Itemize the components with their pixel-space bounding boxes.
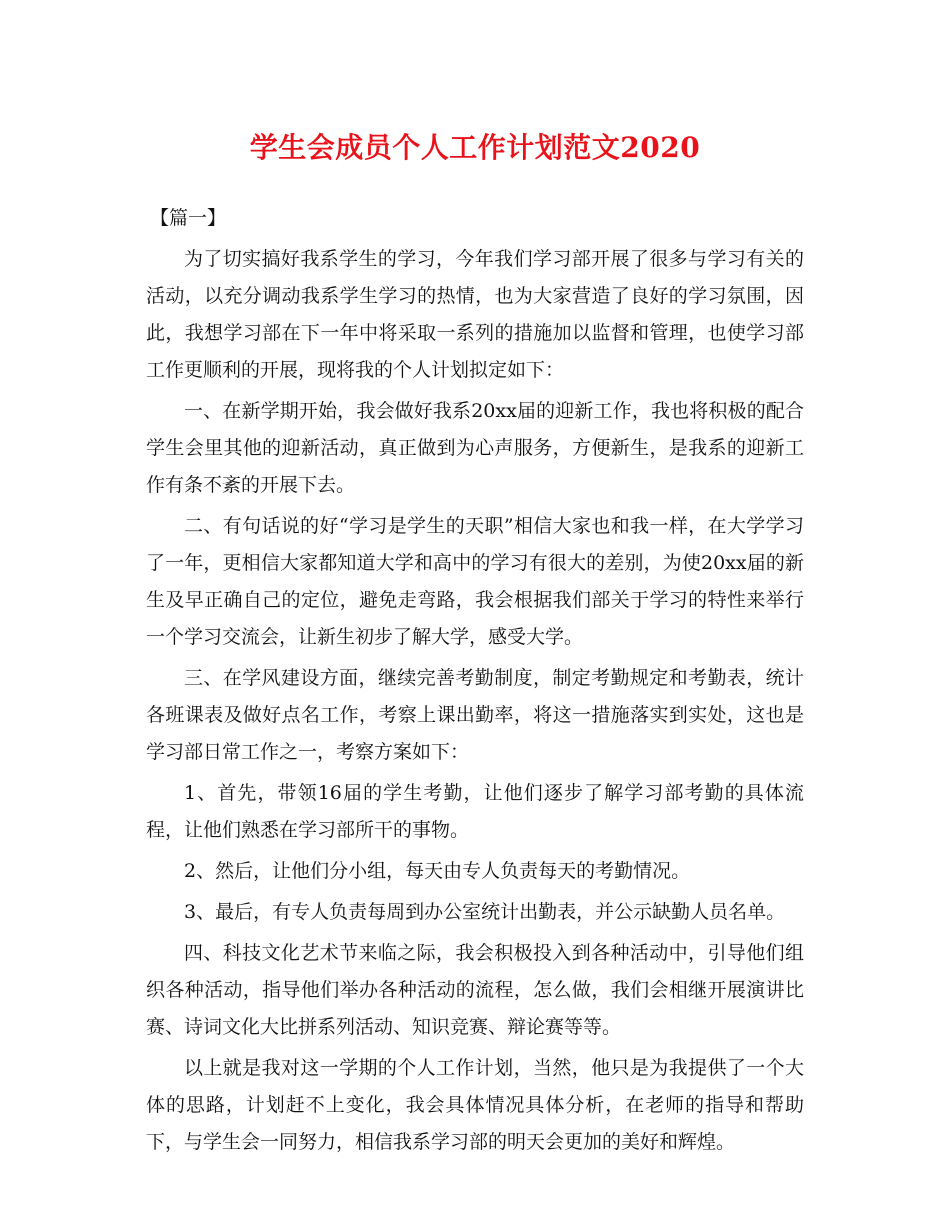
paragraph-point-2: 二、有句话说的好“学习是学生的天职”相信大家也和我一样，在大学学习了一年，更相信大家都知道大学和高中的学习有很大的差别，为使20xx届的新生及早正确自己的定位，避免走弯路，我会根据我们部关于学习的特性来举行一个学习交流会，让新生初步了解大学，感受大学。 <box>146 515 804 648</box>
paragraph-intro: 为了切实搞好我系学生的学习，今年我们学习部开展了很多与学习有关的活动，以充分调动我系学生学习的热情，也为大家营造了良好的学习氛围，因此，我想学习部在下一年中将采取一系列的措施加以监督和管理，也使学习部工作更顺利的开展，现将我的个人计划拟定如下： <box>146 248 804 381</box>
paragraph-step-1: 1、首先，带领16届的学生考勤，让他们逐步了解学习部考勤的具体流程，让他们熟悉在学习部所干的事物。 <box>146 782 804 841</box>
paragraph-point-4: 四、科技文化艺术节来临之际，我会积极投入到各种活动中，引导他们组织各种活动，指导他们举办各种活动的流程，怎么做，我们会相继开展演讲比赛、诗词文化大比拼系列活动、知识竞赛、辩论赛等等。 <box>146 942 804 1038</box>
document-title: 学生会成员个人工作计划范文2020 <box>249 131 701 164</box>
paragraph-point-1: 一、在新学期开始，我会做好我系20xx届的迎新工作，我也将积极的配合学生会里其他的迎新活动，真正做到为心声服务，方便新生，是我系的迎新工作有条不紊的开展下去。 <box>146 400 804 496</box>
paragraph-conclusion: 以上就是我对这一学期的个人工作计划，当然，他只是为我提供了一个大体的思路，计划赶不上变化，我会具体情况具体分析，在老师的指导和帮助下，与学生会一同努力，相信我系学习部的明天会更加的美好和辉煌。 <box>146 1057 804 1153</box>
paragraph-step-2: 2、然后，让他们分小组，每天由专人负责每天的考勤情况。 <box>184 860 691 882</box>
paragraph-step-3: 3、最后，有专人负责每周到办公室统计出勤表，并公示缺勤人员名单。 <box>184 901 786 923</box>
paragraph-point-3: 三、在学风建设方面，继续完善考勤制度，制定考勤规定和考勤表，统计各班课表及做好点名工作，考察上课出勤率，将这一措施落实到实处，这也是学习部日常工作之一，考察方案如下： <box>146 667 804 763</box>
section-label: 【篇一】 <box>150 207 227 229</box>
document-body <box>146 200 804 1161</box>
